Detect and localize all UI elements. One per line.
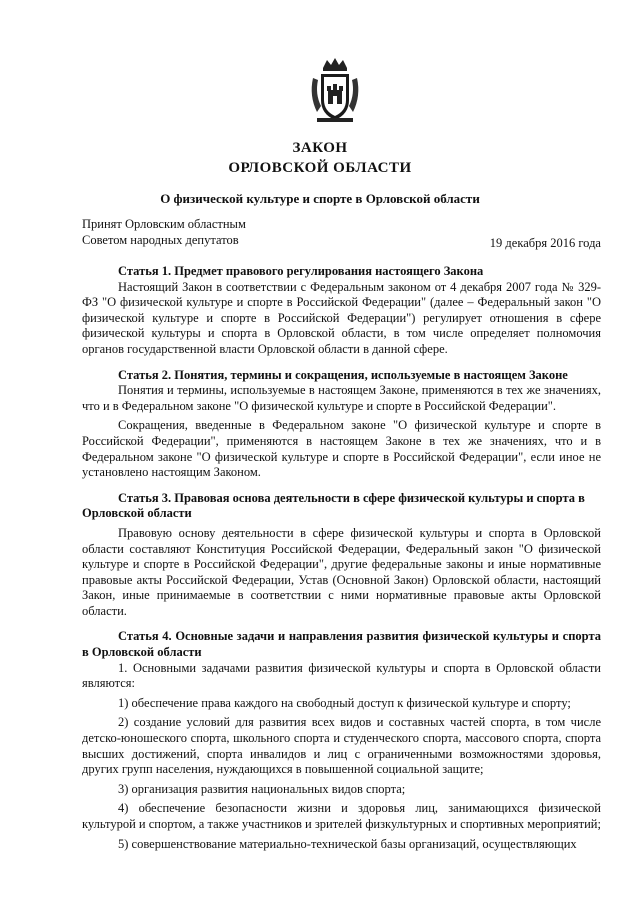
list-item: 1) обеспечение права каждого на свободный доступ к физической культуре и спорту;: [118, 695, 571, 710]
article-heading: Статья 3. Правовая основа деятельности в сфере физической культуры и спорта в Орловской области: [82, 490, 585, 521]
article-heading: Статья 1. Предмет правового регулирования настоящего Закона: [118, 264, 484, 278]
article-heading: Статья 4. Основные задачи и направления развития физической культуры и спорта в Орловской области: [82, 629, 601, 660]
article-paragraph: 1. Основными задачами развития физической культуры и спорта в Орловской области являются:: [82, 660, 601, 691]
list-item: 5) совершенствование материально-технической базы организаций, осуществляющих: [118, 836, 577, 851]
adoption-date: 19 декабря 2016 года: [489, 236, 601, 250]
article-paragraph: Понятия и термины, используемые в настоящем Законе, применяются в тех же значениях, что и в Федеральном законе "О физической культуре и спорте в Российской Федерации".: [82, 383, 601, 413]
law-body: [82, 264, 601, 852]
law-region: ОРЛОВСКОЙ ОБЛАСТИ: [228, 160, 412, 176]
list-item: 2) создание условий для развития всех видов и составных частей спорта, в том числе детско-юношеского спорта, школьного спорта и студенческого спорта, массового спорта, спорта высших достижений, спорта инвалидов и лиц с ограниченными возможностями здоровья, других групп населения, нуждающихся в повышенной социальной защите;: [82, 715, 601, 777]
list-item: 3) организация развития национальных видов спорта;: [118, 781, 406, 796]
list-item: 4) обеспечение безопасности жизни и здоровья лиц, занимающихся физической культурой и спортом, а также участников и зрителей физкультурных и спортивных мероприятий;: [82, 801, 601, 831]
law-title: ЗАКОН: [292, 140, 348, 156]
law-subject: О физической культуре и спорте в Орловской области: [160, 191, 480, 206]
article-paragraph: Настоящий Закон в соответствии с Федеральным законом от 4 декабря 2007 года № 329-ФЗ "О физической культуре и спорте в Российской Федерации" (далее – Федеральный закон "О физической культуре и спорте в Российской Федерации") регулирует отношения в сфере физической культуры и спорта в Орловской области, в том числе определяет полномочия органов государственной власти Орловской области в данной сфере.: [82, 279, 601, 356]
adoption-line-1: Принят Орловским областным: [82, 217, 246, 231]
article-heading: Статья 2. Понятия, термины и сокращения, используемые в настоящем Законе: [118, 367, 568, 382]
adoption-note: [82, 216, 246, 248]
article-paragraph: Сокращения, введенные в Федеральном законе "О физической культуре и спорте в Российской Федерации", применяются в настоящем Законе в тех же значениях, что и в Федеральном законе "О физической культуре и спорте в Российской Федерации", если иное не установлено настоящим Законом.: [82, 418, 601, 480]
article-paragraph: Правовую основу деятельности в сфере физической культуры и спорта в Орловской области составляют Конституция Российской Федерации, Федеральный закон "О физической культуре и спорте в Российской Федерации", другие федеральные законы и иные нормативные правовые акты Российской Федерации, Устав (Основной Закон) Орловской области, настоящий Закон, иные принимаемые в соответствии с ними нормативные правовые акты Орловской области.: [82, 525, 601, 618]
adoption-line-2: Советом народных депутатов: [82, 233, 239, 247]
coat-of-arms-icon: [309, 56, 361, 124]
